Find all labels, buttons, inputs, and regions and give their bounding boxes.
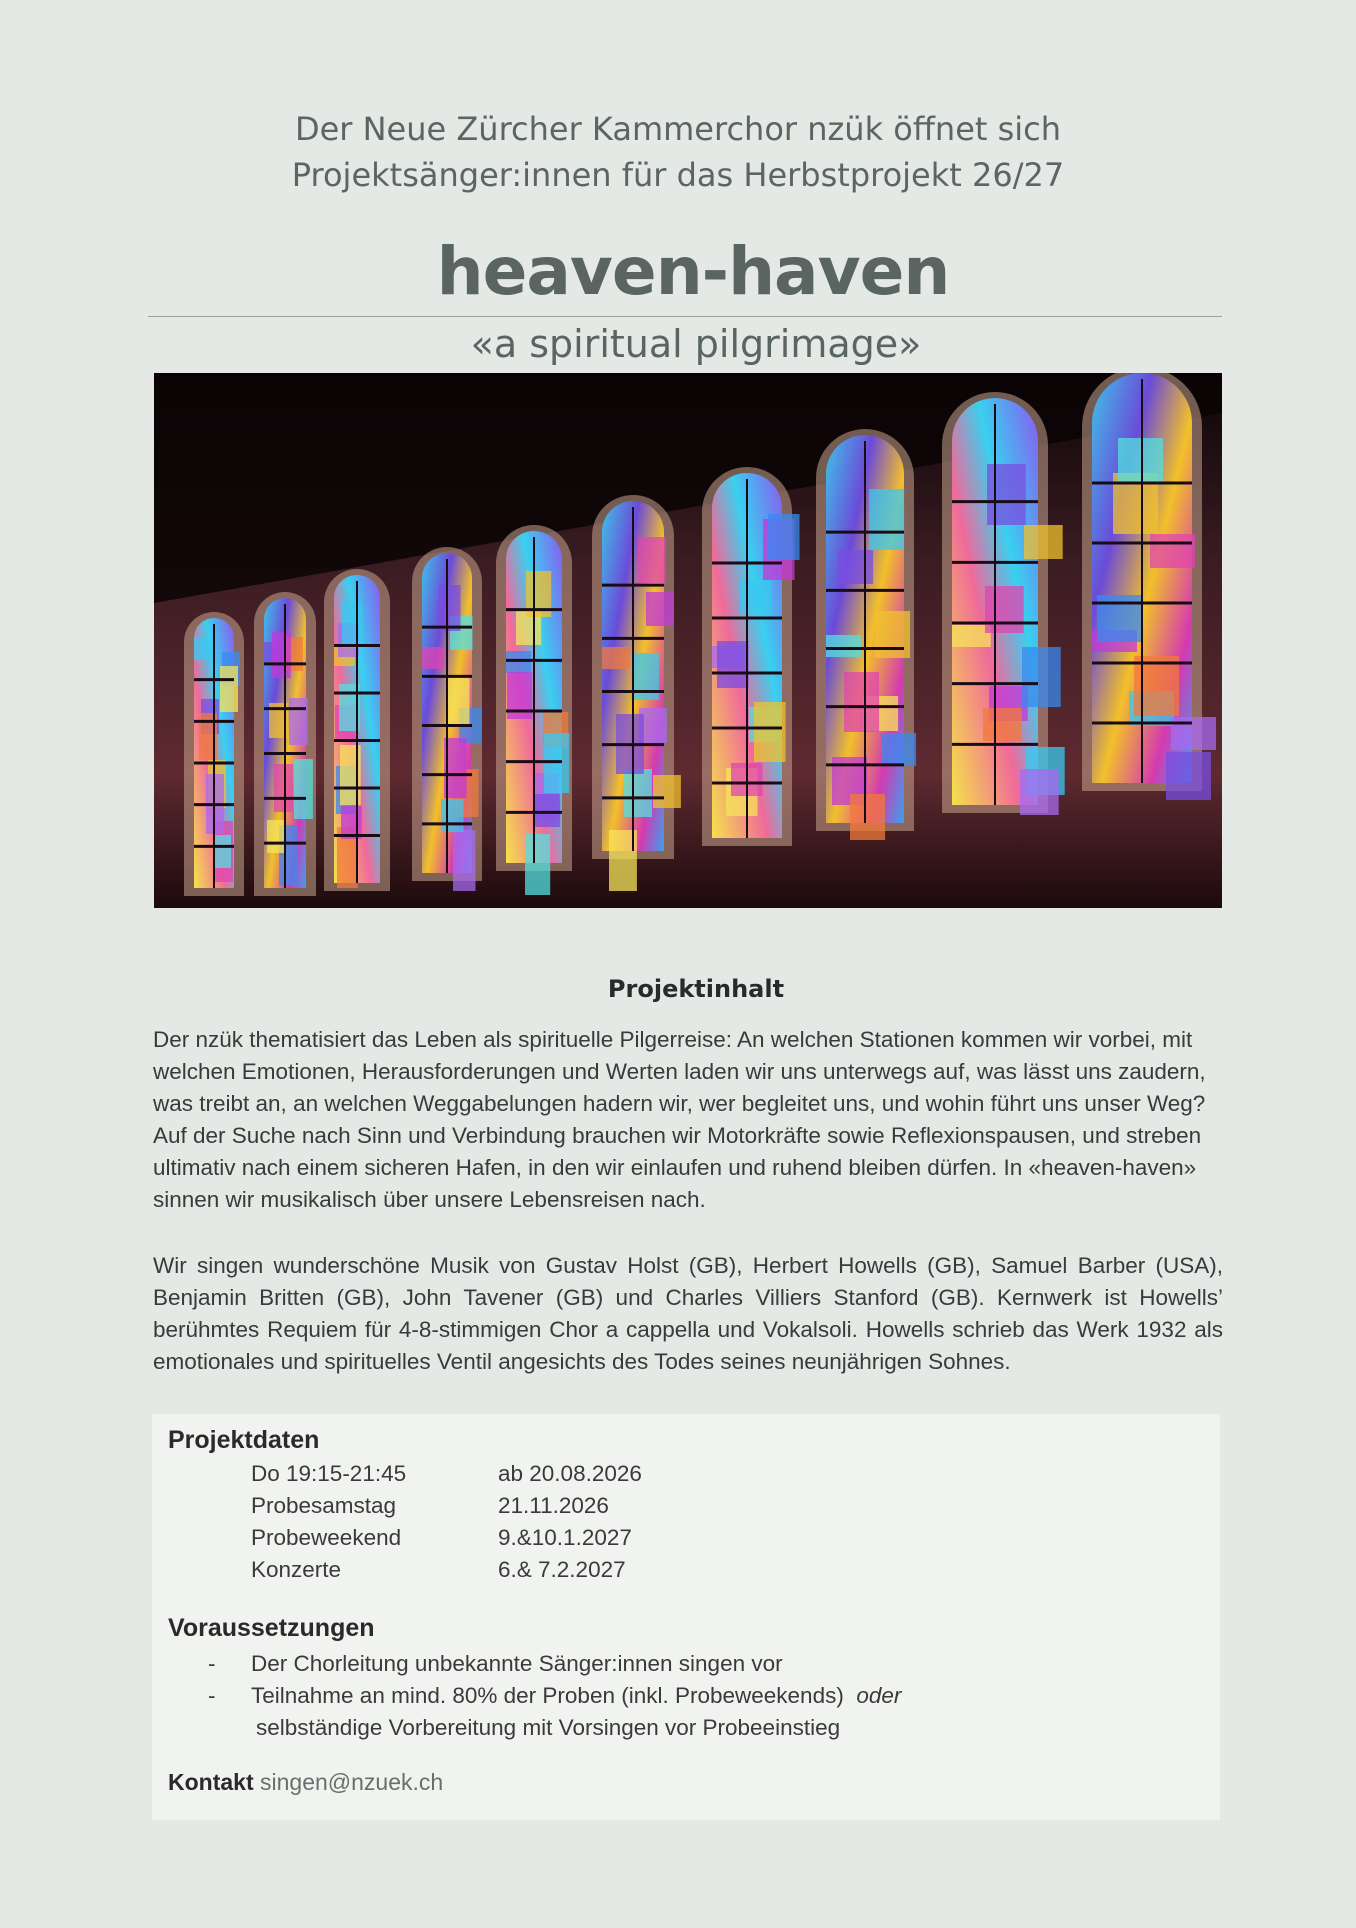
glass-pane — [869, 489, 904, 550]
date-row — [251, 1554, 626, 1586]
glass-pane — [850, 794, 885, 840]
glass-pane — [438, 585, 461, 631]
intro-line-1: Der Neue Zürcher Kammerchor nzük öffnet sich — [294, 110, 1062, 148]
glass-pane — [653, 775, 681, 808]
glass-pane — [768, 514, 800, 560]
contact-label: Kontakt — [168, 1769, 254, 1795]
glass-pane — [441, 799, 464, 832]
glass-pane — [987, 464, 1026, 525]
requirement-item-2 — [251, 1680, 901, 1712]
glass-pane — [447, 677, 470, 724]
intro-line-2: Projektsänger:innen für das Herbstprojekt 26/27 — [291, 156, 1065, 194]
date-row-label: Probeweekend — [251, 1525, 402, 1550]
info-box — [152, 1414, 1220, 1820]
date-row-value: ab 20.08.2026 — [498, 1461, 642, 1486]
page-subtitle: «a spiritual pilgrimage» — [470, 322, 922, 366]
glass-pane — [881, 733, 916, 766]
date-row — [251, 1522, 632, 1554]
content-paragraph-2: Wir singen wunderschöne Musik von Gustav Holst (GB), Herbert Howells (GB), Samuel Barber (USA), Benjamin Britten (GB), John Tavener (GB) und Charles Villiers Stanford (GB). Kernwerk ist Howells’ berühmtes Requiem für 4-8-stimmigen Chor a cappella und Vokalsoli. Howells schrieb das Werk 1932 als emotionales und spirituelles Ventil angesichts des Todes seines neunjährigen Sohnes. — [153, 1253, 1223, 1374]
glass-pane — [267, 820, 286, 853]
glass-pane — [838, 550, 873, 584]
glass-pane — [525, 834, 550, 895]
requirement-item-2-continuation: selbständige Vorbereitung mit Vorsingen vor Probeeinstieg — [256, 1715, 841, 1740]
glass-pane — [342, 602, 363, 648]
glass-pane — [213, 835, 231, 868]
content-paragraph-1: Der nzük thematisiert das Leben als spirituelle Pilgerreise: An welchen Stationen kommen wir vorbei, mit welchen Emotionen, Herausforderungen und Werten laden wir uns unterwegs auf, was lässt uns zaudern, was treibt an, an welchen Weggabelungen hadern wir, wer begleitet uns, und wohin führt uns unser Weg? Auf der Suche nach Sinn und Verbindung brauchen wir Motorkräfte sowie Reflexionspausen, und streben ultimativ nach einem sicheren Hafen, in den wir einlaufen und ruhend bleiben dürfen. In «heaven-haven» sinnen wir musikalisch über unsere Lebensreisen nach. — [153, 1027, 1206, 1212]
glass-pane — [983, 708, 1022, 741]
glass-pane — [754, 702, 786, 762]
glass-pane — [289, 698, 308, 745]
glass-pane — [1134, 656, 1179, 716]
date-row-value: 9.&10.1.2027 — [498, 1525, 632, 1550]
date-row-value: 21.11.2026 — [498, 1493, 609, 1518]
glass-pane — [638, 537, 666, 583]
date-row-label: Probesamstag — [251, 1493, 397, 1518]
glass-pane — [740, 580, 772, 614]
glass-pane — [194, 638, 212, 660]
bullet-dash: - — [208, 1683, 216, 1708]
glass-pane — [294, 759, 313, 819]
intro-text — [0, 106, 1356, 198]
date-row-label: Do 19:15-21:45 — [251, 1461, 407, 1486]
glass-pane — [1166, 752, 1211, 800]
contact-email-link[interactable]: singen@nzuek.ch — [260, 1769, 444, 1795]
dates-heading: Projektdaten — [168, 1426, 320, 1454]
requirement-item-2-emphasis: oder — [856, 1683, 902, 1708]
glass-pane — [506, 651, 531, 673]
glass-pane — [220, 666, 238, 712]
glass-pane — [1118, 438, 1163, 484]
requirement-item-2-text: Teilnahme an mind. 80% der Proben (inkl. Probeweekends) — [251, 1683, 844, 1708]
glass-pane — [1022, 647, 1061, 707]
glass-pane — [453, 830, 476, 891]
glass-pane — [952, 625, 991, 647]
glass-pane — [274, 764, 293, 812]
glass-pane — [1020, 769, 1059, 815]
bullet-dash: - — [208, 1651, 216, 1676]
glass-pane — [535, 794, 560, 827]
contact-line — [168, 1769, 443, 1796]
date-row-label: Konzerte — [251, 1557, 342, 1582]
title-divider — [148, 316, 1222, 317]
stained-glass-windows-image — [154, 373, 1222, 908]
glass-pane — [985, 586, 1024, 633]
requirement-item-1: Der Chorleitung unbekannte Sänger:innen singen vor — [251, 1651, 783, 1676]
section-heading-projektinhalt: Projektinhalt — [607, 975, 785, 1003]
glass-pane — [1150, 534, 1195, 568]
glass-pane — [826, 635, 861, 657]
glass-pane — [272, 632, 291, 678]
glass-pane — [646, 592, 674, 626]
date-row-value: 6.& 7.2.2027 — [498, 1557, 626, 1582]
date-row — [251, 1458, 642, 1490]
glass-pane — [875, 611, 910, 658]
requirements-heading: Voraussetzungen — [168, 1614, 375, 1642]
date-row — [251, 1490, 609, 1522]
glass-pane — [844, 672, 879, 732]
glass-pane — [422, 647, 445, 669]
glass-pane — [717, 641, 749, 688]
glass-pane — [624, 769, 652, 817]
glass-pane — [602, 647, 630, 669]
page-title: heaven-haven — [436, 233, 950, 310]
glass-pane — [1024, 525, 1063, 559]
